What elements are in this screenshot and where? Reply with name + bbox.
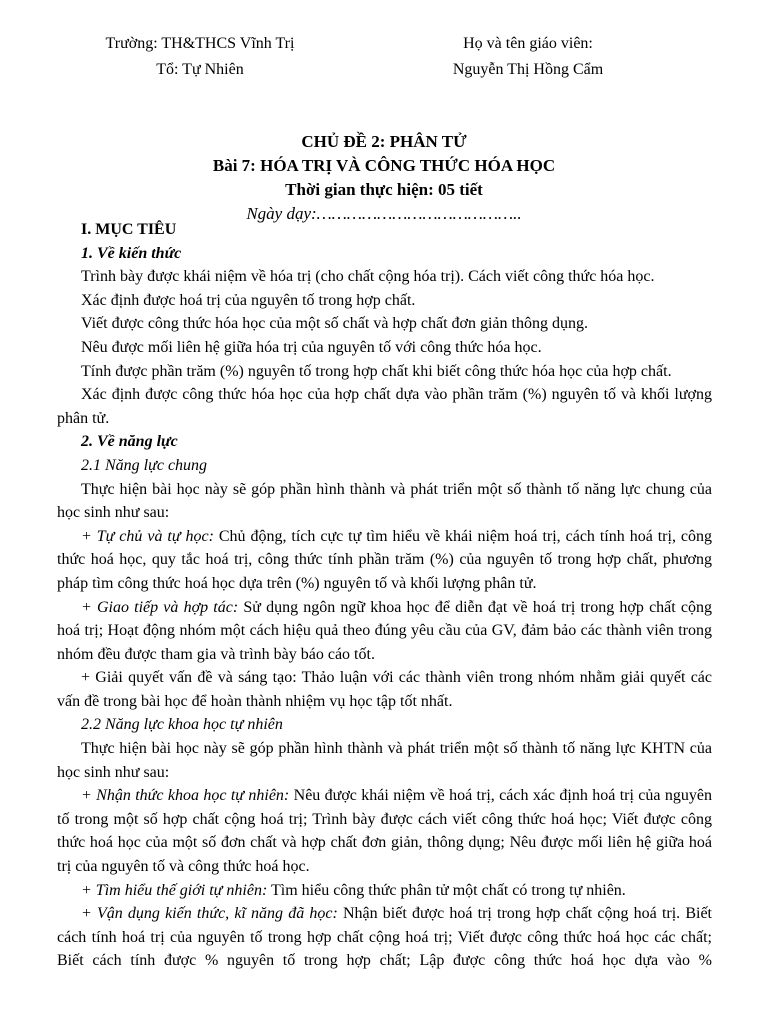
section-heading-objectives: I. MỤC TIÊU xyxy=(81,221,177,238)
self-study-text: Chủ động, tích cực tự tìm hiểu về khái niệm hoá trị, cách tính hoá trị, công thức hoá học, quy tắc hoá trị, công thức tính phần trăm (%) của nguyên tố trong hợp chất, phương pháp tìm công thức hoá học dựa trên (%) nguyên tố và khối lượng phân tử. xyxy=(57,527,712,592)
knowledge-item: Trình bày được khái niệm về hóa trị (cho chất cộng hóa trị). Cách viết công thức hóa học. xyxy=(81,268,655,286)
knowledge-item: Xác định được hoá trị của nguyên tố trong hợp chất. xyxy=(81,291,416,309)
knowledge-item: Nêu được mối liên hệ giữa hóa trị của nguyên tố với công thức hóa học. xyxy=(81,338,542,356)
communication-paragraph xyxy=(57,596,712,667)
self-study-label: + Tự chủ và tự học: xyxy=(81,527,214,545)
document-body xyxy=(57,218,712,973)
header-right xyxy=(388,34,668,86)
knowledge-item: Xác định được công thức hóa học của hợp chất dựa vào phần trăm (%) nguyên tố và khối lượng phân tử. xyxy=(57,386,712,427)
duration-line: Thời gian thực hiện: 05 tiết xyxy=(285,180,483,199)
knowledge-item: Viết được công thức hóa học của một số chất và hợp chất đơn giản thông dụng. xyxy=(81,315,588,333)
lesson-title: Bài 7: HÓA TRỊ VÀ CÔNG THỨC HÓA HỌC xyxy=(212,156,556,175)
teacher-label: Họ và tên giáo viên: xyxy=(463,35,593,52)
topic-title: CHỦ ĐỀ 2: PHÂN TỬ xyxy=(301,132,467,151)
communication-text: Sử dụng ngôn ngữ khoa học để diễn đạt về hoá trị trong hợp chất cộng hoá trị; Hoạt động nhóm một cách hiệu quả theo đúng yêu cầu của GV, đảm bảo các thành viên trong nhóm đều được tham gia và trình bày báo cáo tốt. xyxy=(57,598,712,663)
communication-label: + Giao tiếp và hợp tác: xyxy=(81,598,239,616)
title-block xyxy=(0,131,768,227)
self-study-paragraph xyxy=(57,525,712,596)
problem-solving-paragraph: + Giải quyết vấn đề và sáng tạo: Thảo luận với các thành viên trong nhóm nhằm giải quyết các vấn đề trong bài học để hoàn thành nhiệm vụ học tập tốt nhất. xyxy=(57,669,712,710)
explore-paragraph xyxy=(57,879,712,903)
apply-label: + Vận dụng kiến thức, kĩ năng đã học: xyxy=(81,905,338,923)
explore-text: Tìm hiểu công thức phân tử một chất có trong tự nhiên. xyxy=(267,881,626,899)
cognition-label: + Nhận thức khoa học tự nhiên: xyxy=(81,787,290,805)
apply-text: Nhận biết được hoá trị trong hợp chất cộng hoá trị. Biết cách tính hoá trị của nguyên tố trong hợp chất cộng hoá trị; Viết được công thức hoá học các chất; Biết cách tính được % nguyên tố trong hợp chất; Lập được công thức hoá học dựa vào % xyxy=(57,905,712,970)
subheading-knowledge: 1. Về kiến thức xyxy=(81,244,182,262)
general-competence-intro: Thực hiện bài học này sẽ góp phần hình thành và phát triển một số thành tố năng lực chung của học sinh như sau: xyxy=(57,480,712,522)
apply-paragraph xyxy=(57,902,712,973)
school-name: Trường: TH&THCS Vĩnh Trị xyxy=(105,35,295,52)
knowledge-item: Tính được phần trăm (%) nguyên tố trong hợp chất khi biết công thức hóa học của hợp chất. xyxy=(81,362,672,380)
header-left xyxy=(60,34,340,86)
explore-label: + Tìm hiểu thế giới tự nhiên: xyxy=(81,881,268,899)
science-competence-intro: Thực hiện bài học này sẽ góp phần hình thành và phát triển một số thành tố năng lực KHTN của học sinh như sau: xyxy=(57,740,712,781)
department-name: Tổ: Tự Nhiên xyxy=(156,61,244,78)
subheading-science-competence: 2.2 Năng lực khoa học tự nhiên xyxy=(81,716,283,734)
subheading-competence: 2. Về năng lực xyxy=(81,433,178,451)
subheading-general-competence: 2.1 Năng lực chung xyxy=(81,456,208,474)
cognition-text: Nêu được khái niệm về hoá trị, cách xác định hoá trị của nguyên tố trong một số hợp chất cộng hoá trị; Trình bày được cách viết công thức hoá học; Viết được công thức hoá học của một số đơn chất và hợp chất đơn giản, thông dụng; Nêu được mối liên hệ giữa hoá trị của nguyên tố và công thức hoá học. xyxy=(57,787,712,876)
teacher-name: Nguyễn Thị Hồng Cẩm xyxy=(452,61,604,78)
teaching-date-line: Ngày dạy:………………………………….. xyxy=(246,204,522,223)
cognition-paragraph xyxy=(57,784,712,878)
